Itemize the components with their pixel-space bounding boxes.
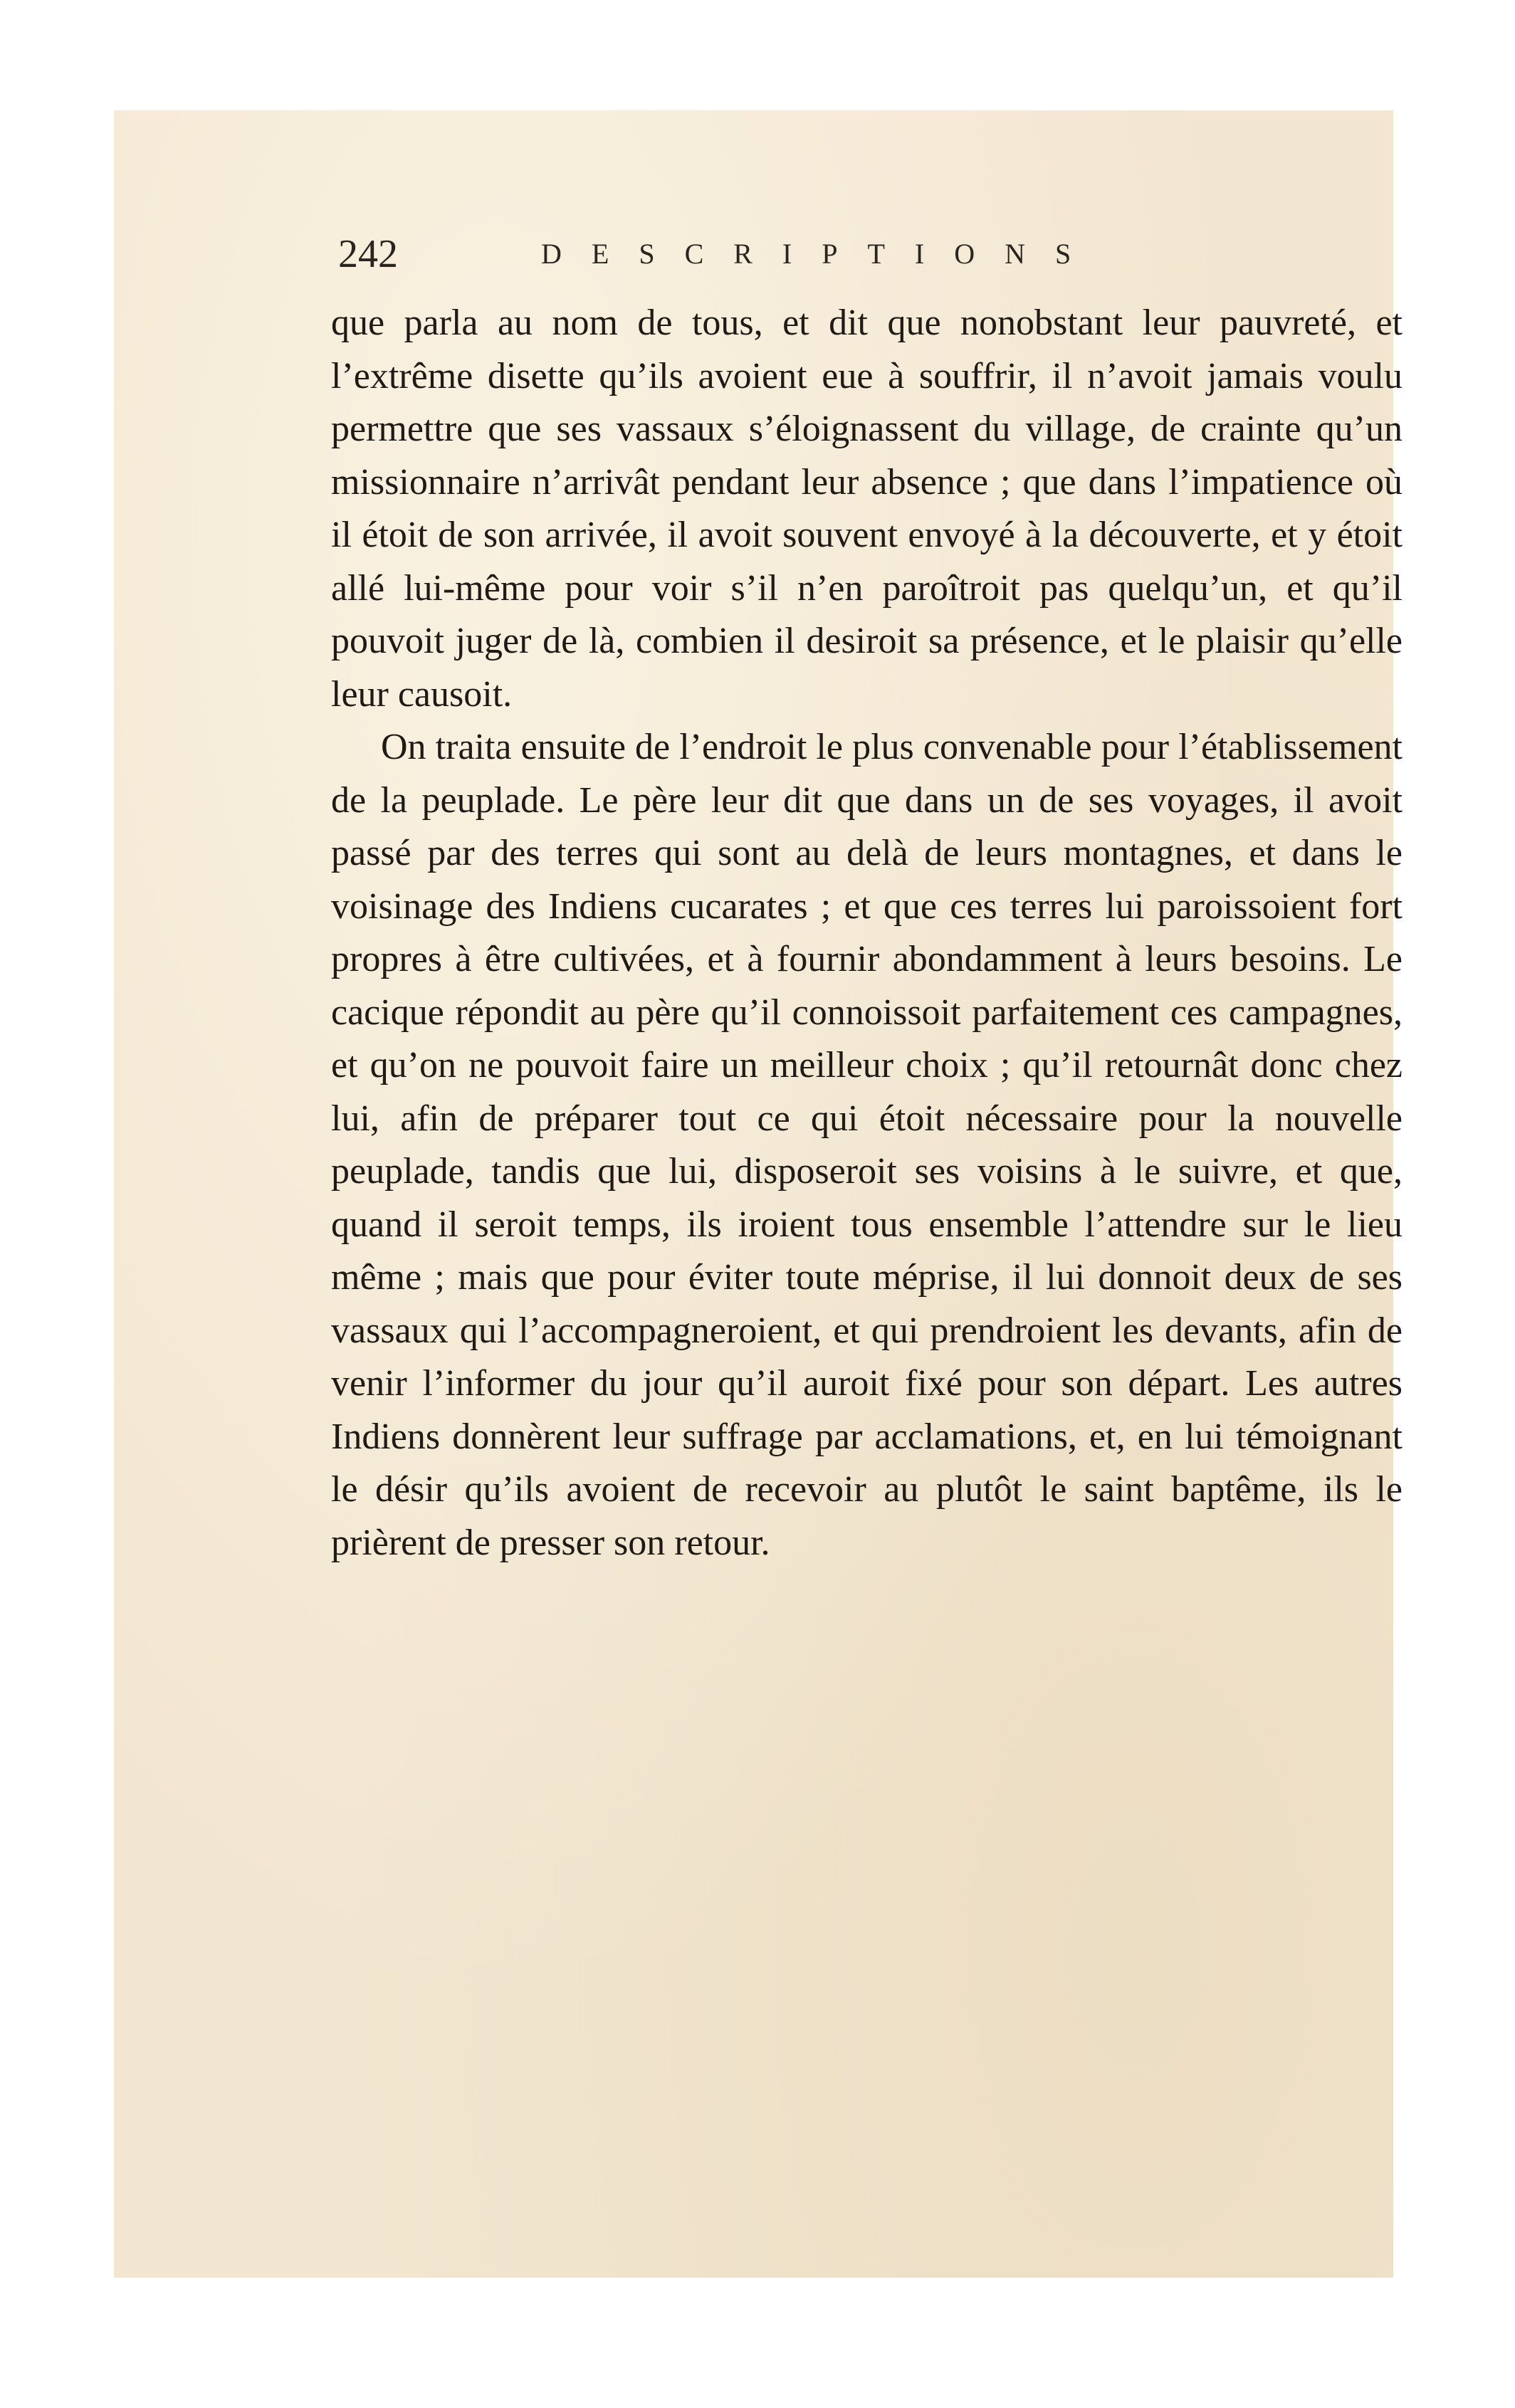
page-number: 242 xyxy=(338,232,398,276)
page-header xyxy=(338,226,1406,283)
running-head: DESCRIPTIONS xyxy=(541,238,1101,270)
paragraph-2: On traita ensuite de l’endroit le plus convenable pour l’établissement de la peuplade. Le père leur dit que dans un de ses voyages, il avoit passé par des terres qui sont au delà de leurs montagnes, et dans le voisinage des Indiens cucarates ; et que ces terres lui paroissoient fort propres à être cultivées, et à fournir abondamment à leurs besoins. Le cacique répondit au père qu’il connoissoit parfaitement ces campagnes, et qu’on ne pouvoit faire un meilleur choix ; qu’il retournât donc chez lui, afin de préparer tout ce qui étoit nécessaire pour la nouvelle peuplade, tandis que lui, disposeroit ses voisins à le suivre, et que, quand il seroit temps, ils iroient tous ensemble l’attendre sur le lieu même ; mais que pour éviter toute méprise, il lui donnoit deux de ses vassaux qui l’accompagneroient, et qui prendroient les devants, afin de venir l’informer du jour qu’il auroit fixé pour son départ. Les autres Indiens donnèrent leur suffrage par acclamations, et, en lui témoignant le désir qu’ils avoient de recevoir au plutôt le saint baptême, ils le prièrent de presser son retour. xyxy=(331,727,1403,1563)
body-text xyxy=(331,297,1403,1570)
paragraph-1: que parla au nom de tous, et dit que nonobstant leur pauvreté, et l’extrême disette qu’ils avoient eue à souffrir, il n’avoit jamais voulu permettre que ses vassaux s’éloignassent du village, de crainte qu’un missionnaire n’arrivât pendant leur absence ; que dans l’impatience où il étoit de son arrivée, il avoit souvent envoyé à la découverte, et y étoit allé lui-même pour voir s’il n’en paroîtroit pas quelqu’un, et qu’il pouvoit juger de là, combien il desiroit sa présence, et le plaisir qu’elle leur causoit. xyxy=(331,303,1403,715)
book-page xyxy=(114,110,1403,2278)
